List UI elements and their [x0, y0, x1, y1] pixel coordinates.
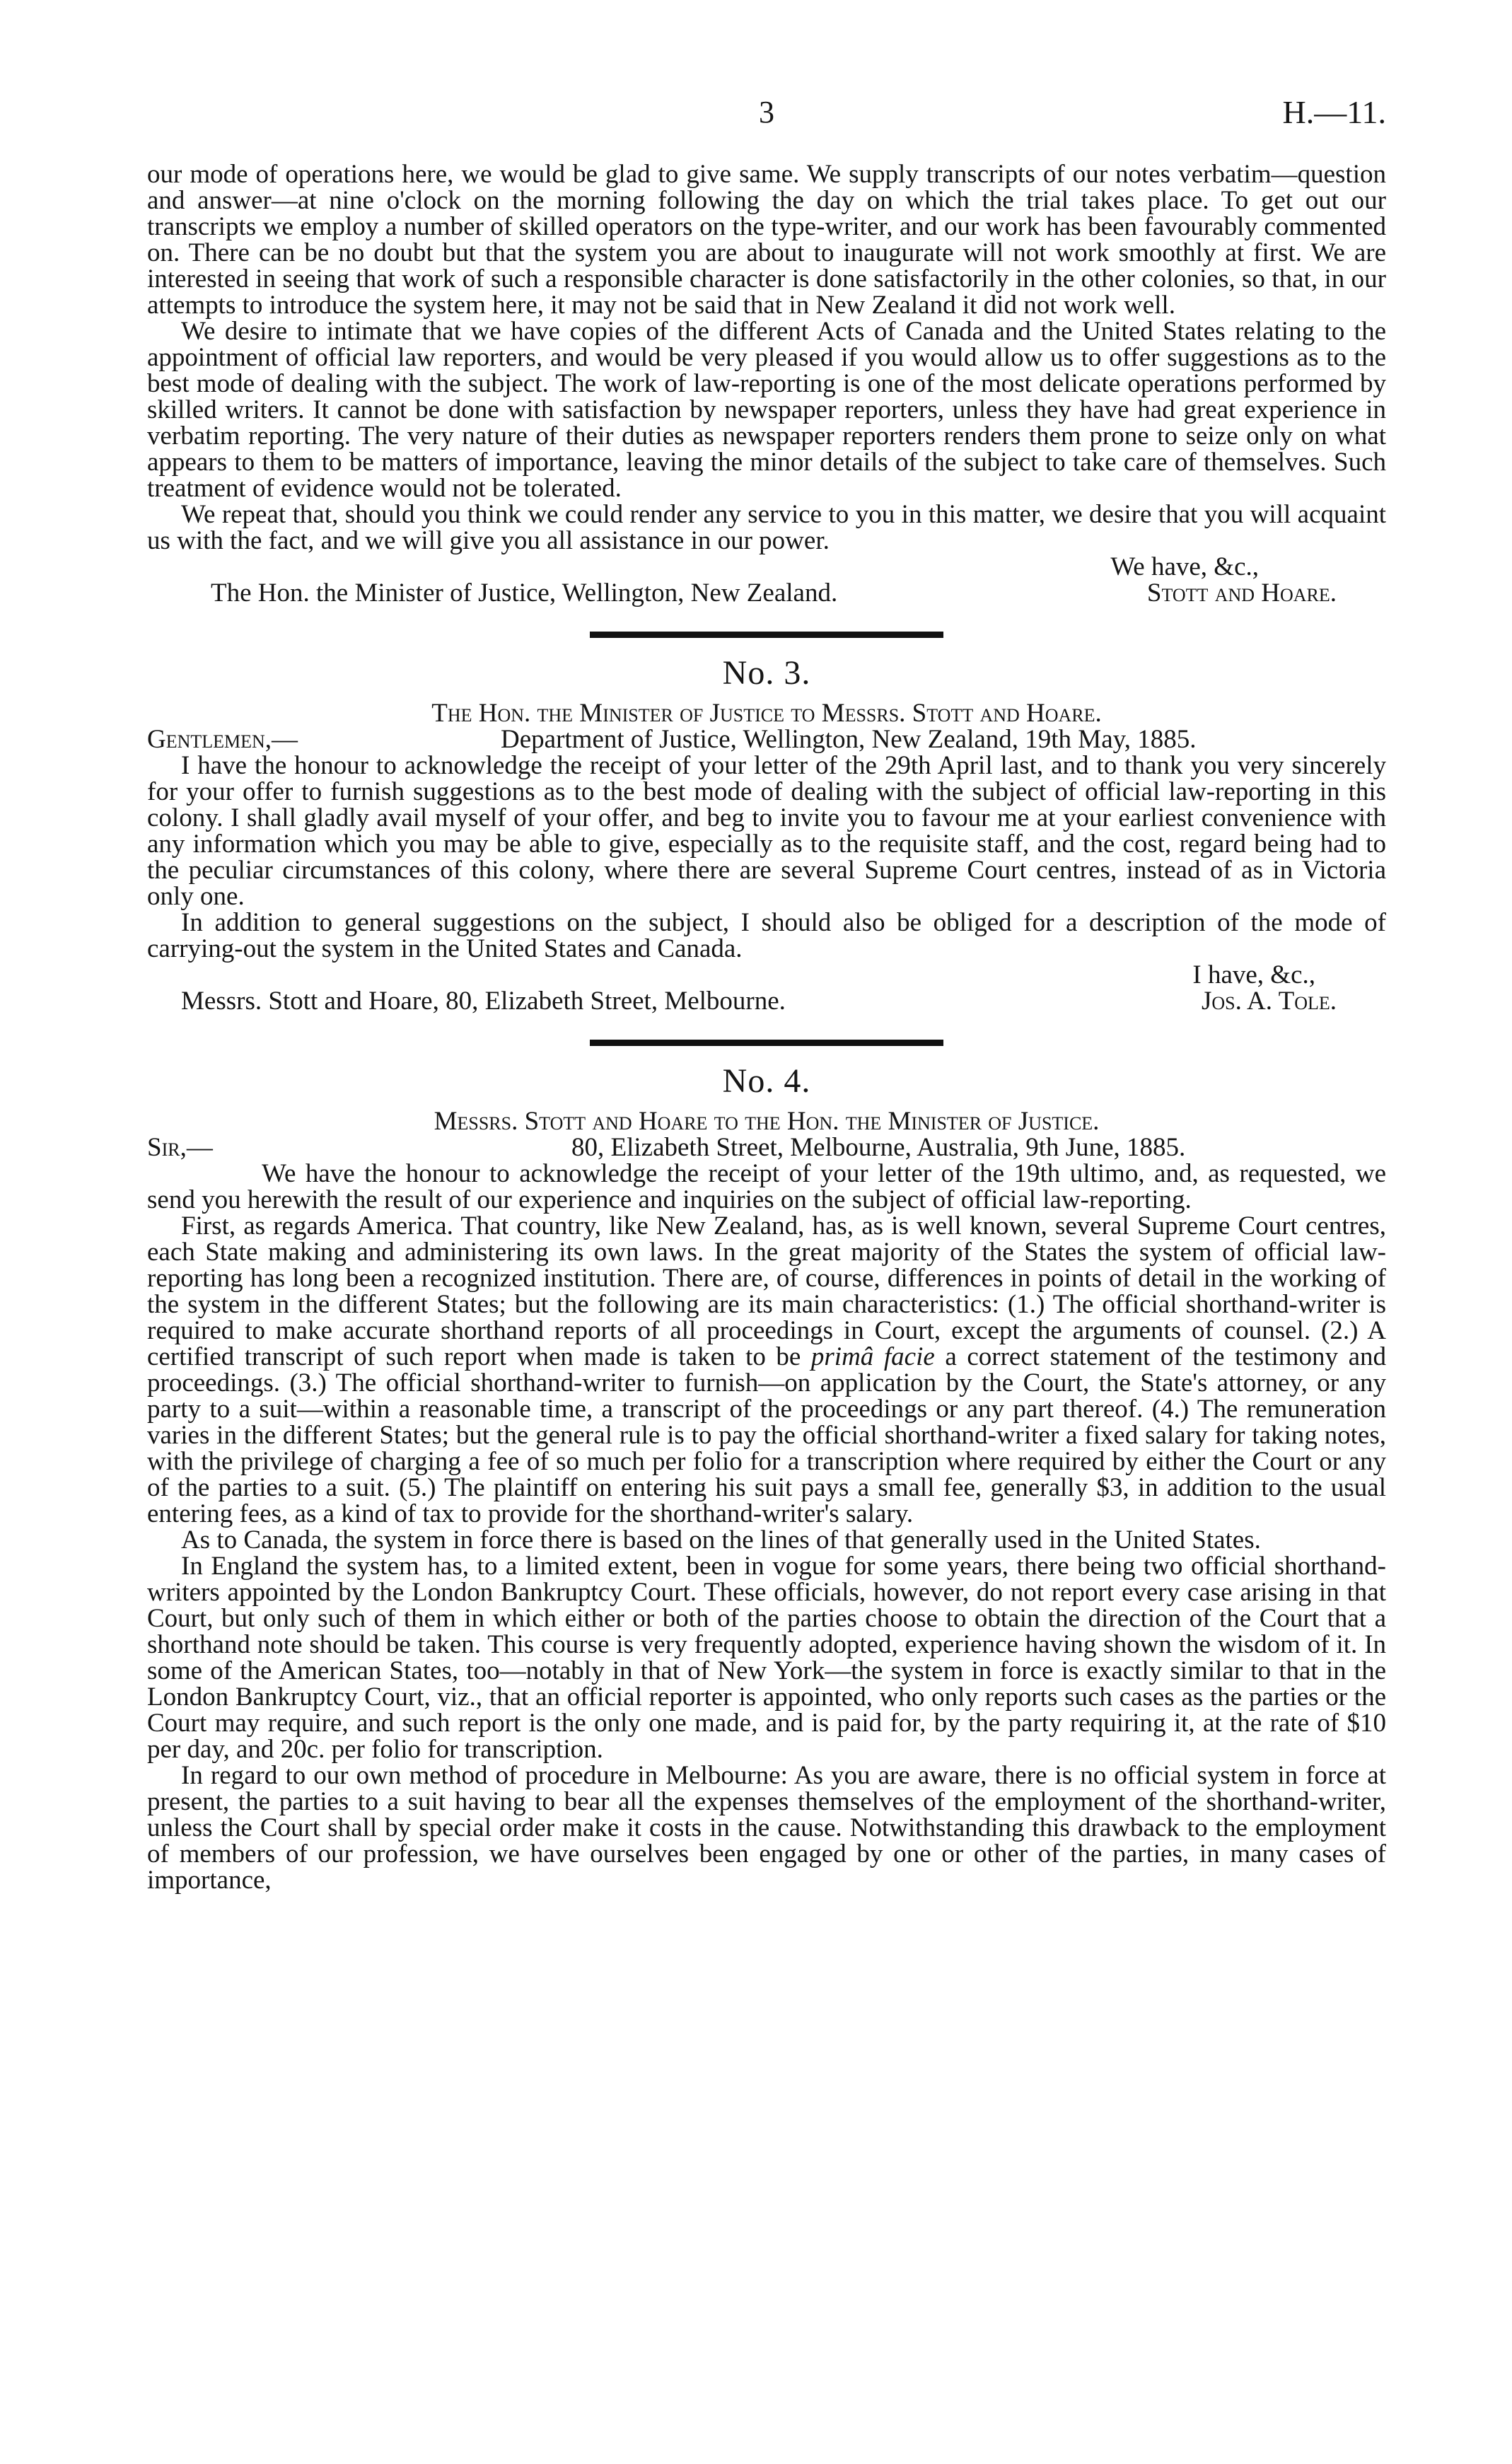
- signature: Stott and Hoare.: [1146, 579, 1337, 608]
- paragraph: In addition to general suggestions on the subject, I should also be obliged for a description of the mode of carrying-out the system in the United States and Canada.: [147, 908, 1386, 963]
- letter-number-heading: No. 3.: [722, 654, 811, 692]
- addressee: The Hon. the Minister of Justice, Wellington, New Zealand.: [211, 579, 838, 608]
- letter-address: 80, Elizabeth Street, Melbourne, Australia, 9th June, 1885.: [571, 1133, 1186, 1162]
- paragraph: First, as regards America. That country, like New Zealand, has, as is well known, several Supreme Court centres, each State making and administering its own laws. In the great majority of the States the system of official law-reporting has long been a recognized institution. There are, of course, differences in points of detail in the working of the system in the different States; but the following are its main characteristics: (1.) The official shorthand-writer is required to make accurate shorthand reports of all proceedings in Court, except the arguments of counsel. (2.) A certified transcript of such report when made is taken to be primâ facie a correct statement of the testimony and proceedings. (3.) The official shorthand-writer to furnish—on application by the Court, the State's attorney, or any party to a suit—within a reasonable time, a transcript of the proceedings or any part thereof. (4.) The remuneration varies in the different States; but the general rule is to pay the official shorthand-writer a fixed salary for taking notes, with the privilege of charging a fee of so much per folio for a transcription where required by either the Court or any of the parties to a suit. (5.) The plaintiff on entering his suit pays a small fee, generally $3, in addition to the usual entering fees, as a kind of tax to provide for the shorthand-writer's salary.: [147, 1211, 1386, 1528]
- letter-2-continuation: [147, 161, 1386, 606]
- letter-number-heading: No. 4.: [722, 1062, 811, 1100]
- salutation: Sir,—: [147, 1133, 213, 1162]
- paragraph: We repeat that, should you think we could render any service to you in this matter, we desire that you will acquaint us with the fact, and we will give you all assistance in our power.: [147, 500, 1386, 555]
- italic-phrase: primâ facie: [810, 1342, 935, 1371]
- document-reference: H.—11.: [1282, 94, 1386, 130]
- paragraph: We desire to intimate that we have copies of the different Acts of Canada and the United States relating to the appointment of official law reporters, and would be very pleased if you would allow us to offer suggestions as to the best mode of dealing with the subject. The work of law-reporting is one of the most delicate operations performed by skilled writers. It cannot be done with satisfaction by newspaper reporters, unless they have had great experience in verbatim reporting. The very nature of their duties as newspaper reporters renders them prone to seize only on what appears to them to be matters of importance, leaving the minor details of the subject to take care of themselves. Such treatment of evidence would not be tolerated.: [147, 317, 1386, 503]
- addressee: Messrs. Stott and Hoare, 80, Elizabeth Street, Melbourne.: [181, 987, 786, 1016]
- letter-subheading: Messrs. Stott and Hoare to the Hon. the Minister of Justice.: [434, 1107, 1100, 1136]
- letter-subheading: The Hon. the Minister of Justice to Messrs. Stott and Hoare.: [431, 699, 1102, 728]
- salutation: Gentlemen,—: [147, 725, 298, 754]
- signature: Jos. A. Tole.: [1201, 987, 1337, 1016]
- page-header: [147, 94, 1386, 141]
- paragraph: I have the honour to acknowledge the receipt of your letter of the 29th April last, and to thank you very sincerely for your offer to furnish suggestions as to the best mode of dealing with the subject of official law-reporting in this colony. I shall gladly avail myself of your offer, and beg to invite you to favour me at your earliest convenience with any information which you may be able to give, especially as to the requisite staff, and the cost, regard being had to the peculiar circumstances of this colony, where there are several Supreme Court centres, instead of as in Victoria only one.: [147, 751, 1386, 911]
- letter-3: [147, 653, 1386, 1014]
- page-number: 3: [759, 95, 774, 129]
- paragraph: In regard to our own method of procedure in Melbourne: As you are aware, there is no official system in force at present, the parties to a suit having to bear all the expenses themselves of the employment of the shorthand-writer, unless the Court shall by special order make it costs in the cause. Notwithstanding this drawback to the employment of members of our profession, we have ourselves been engaged by one or other of the parties, in many cases of importance,: [147, 1761, 1386, 1895]
- closing: I have, &c.,: [1192, 960, 1315, 989]
- paragraph: As to Canada, the system in force there is based on the lines of that generally used in the United States.: [181, 1526, 1261, 1554]
- section-divider: [590, 1040, 943, 1046]
- paragraph: We have the honour to acknowledge the receipt of your letter of the 19th ultimo, and, as requested, we send you herewith the result of our experience and inquiries on the subject of official law-reporting.: [147, 1159, 1386, 1214]
- letter-4: [147, 1062, 1386, 1893]
- paragraph: In England the system has, to a limited extent, been in vogue for some years, there being two official shorthand-writers appointed by the London Bankruptcy Court. These officials, however, do not report every case arising in that Court, but only such of them in which either or both of the parties choose to obtain the direction of the Court that a shorthand note should be taken. This course is very frequently adopted, experience having shown the wisdom of it. In some of the American States, too—notably in that of New York—the system in force is exactly similar to that in the London Bankruptcy Court, viz., that an official reporter is appointed, who only reports such cases as the parties or the Court may require, and such report is the only one made, and is paid for, by the party requiring it, at the rate of $10 per day, and 20c. per folio for transcription.: [147, 1552, 1386, 1764]
- closing: We have, &c.,: [1110, 552, 1259, 581]
- paragraph: our mode of operations here, we would be glad to give same. We supply transcripts of our notes verbatim—question and answer—at nine o'clock on the morning following the day on which the trial takes place. To get out our transcripts we employ a number of skilled operators on the type-writer, and our work has been favourably commented on. There can be no doubt but that the system you are about to inaugurate will not work smoothly at first. We are interested in seeing that work of such a responsible character is done satisfactorily in the other colonies, so that, in our attempts to introduce the system here, it may not be said that in New Zealand it did not work well.: [147, 160, 1386, 320]
- section-divider: [590, 632, 943, 638]
- document-page: [147, 94, 1386, 1895]
- letter-address: Department of Justice, Wellington, New Zealand, 19th May, 1885.: [501, 725, 1197, 754]
